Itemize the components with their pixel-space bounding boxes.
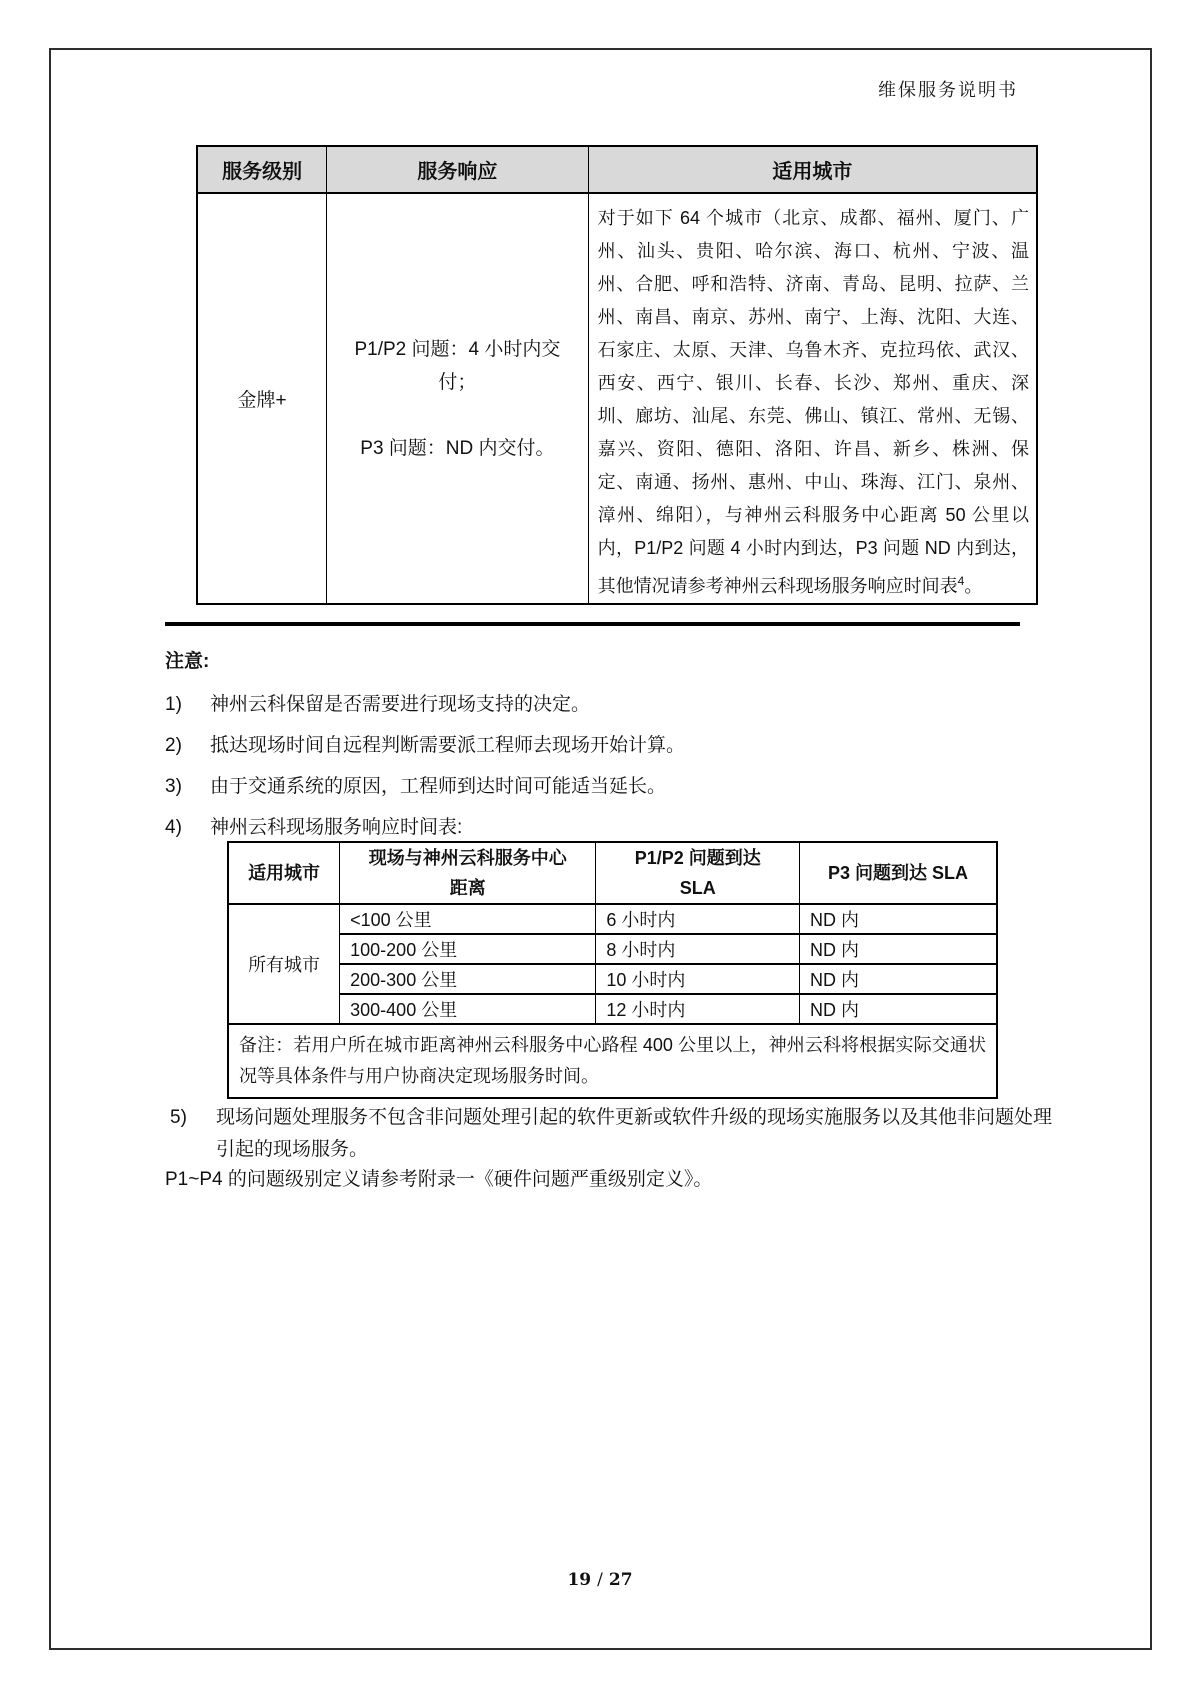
footnote-reference: 4 [957,574,965,588]
note-item-1 [165,693,1055,717]
page-number-separator: / [597,1570,603,1590]
service-table-header-row [197,146,1037,193]
page-number-total: 27 [608,1570,633,1590]
p1p2-sla-cell: 6 小时内 [596,904,800,934]
column-header-service-level: 服务级别 [197,146,327,193]
note-text: 神州云科现场服务响应时间表: [210,817,463,838]
p1p2-sla-cell: 12 小时内 [596,994,800,1024]
response-line-p3: P3 问题：ND 内交付。 [360,437,555,459]
remark-row [228,1024,997,1098]
column-header-city-scope: 适用城市 [228,842,340,904]
p3-sla-cell: ND 内 [800,964,997,994]
column-header-distance: 现场与神州云科服务中心距离 [340,842,596,904]
note-item-4 [165,816,1055,840]
note-text: 抵达现场时间自远程判断需要派工程师去现场开始计算。 [210,735,686,756]
note-text: 现场问题处理服务不包含非问题处理引起的软件更新或软件升级的现场实施服务以及其他非问题处理引起的现场服务。 [216,1107,1053,1160]
response-line-p1p2: P1/P2 问题：4 小时内交付； [354,338,561,393]
note-marker: 3) [165,776,182,797]
footer-definition-note: P1~P4 的问题级别定义请参考附录一《硬件问题严重级别定义》。 [165,1169,713,1190]
p3-sla-cell: ND 内 [800,904,997,934]
service-table-data-row [197,193,1037,604]
column-header-p1p2-sla: P1/P2 问题到达 SLA [596,842,800,904]
table-row [228,904,997,934]
remark-cell: 备注：若用户所在城市距离神州云科服务中心路程 400 公里以上，神州云科将根据实际交通状况等具体条件与用户协商决定现场服务时间。 [228,1024,997,1098]
response-time-table [227,841,998,1099]
note-marker: 5) [170,1107,187,1128]
table-row [228,964,997,994]
service-level-cell: 金牌+ [197,193,327,604]
notes-section [165,646,1055,857]
note-text: 神州云科保留是否需要进行现场支持的决定。 [210,694,591,715]
p1p2-sla-cell: 10 小时内 [596,964,800,994]
distance-cell: 200-300 公里 [340,964,596,994]
applicable-cities-cell [588,193,1037,604]
cities-text-suffix: 。 [964,576,983,596]
p1p2-sla-cell: 8 小时内 [596,934,800,964]
p3-sla-cell: ND 内 [800,994,997,1024]
service-level-table [196,145,1038,605]
response-time-header-row [228,842,997,904]
section-divider-rule [165,622,1020,626]
page-number-current: 19 [567,1570,592,1590]
column-header-applicable-cities: 适用城市 [588,146,1037,193]
note-marker: 4) [165,817,182,838]
notes-title: 注意: [165,651,210,672]
city-scope-cell: 所有城市 [228,904,340,1024]
cities-text: 对于如下 64 个城市（北京、成都、福州、厦门、广州、汕头、贵阳、哈尔滨、海口、杭州、宁波、温州、合肥、呼和浩特、济南、青岛、昆明、拉萨、兰州、南昌、南京、苏州、南宁、上海、沈阳、大连、石家庄、太原、天津、乌鲁木齐、克拉玛依、武汉、西安、西宁、银川、长春、长沙、郑州、重庆、深圳、廊坊、汕尾、东莞、佛山、镇江、常州、无锡、嘉兴、资阳、德阳、洛阳、许昌、新乡、株洲、保定、南通、扬州、惠州、中山、珠海、江门、泉州、漳州、绵阳），与神州云科服务中心距离 50 公里以内，P1/P2 问题 4 小时内到达，P3 问题 ND 内到达，其他情况请参考神州云科现场服务响应时间表 [597,208,1029,596]
note-item-2 [165,734,1055,758]
note-marker: 2) [165,735,182,756]
note-text: 由于交通系统的原因，工程师到达时间可能适当延长。 [210,776,667,797]
p3-sla-cell: ND 内 [800,934,997,964]
column-header-service-response: 服务响应 [327,146,589,193]
table-row [228,994,997,1024]
page-number [0,1570,1200,1590]
note-item-5 [170,1102,1060,1166]
note-item-3 [165,775,1055,799]
distance-cell: <100 公里 [340,904,596,934]
service-response-cell [327,193,589,604]
distance-cell: 300-400 公里 [340,994,596,1024]
note-marker: 1) [165,694,182,715]
distance-cell: 100-200 公里 [340,934,596,964]
document-title-header: 维保服务说明书 [878,80,1018,101]
column-header-p3-sla: P3 问题到达 SLA [800,842,997,904]
table-row [228,934,997,964]
